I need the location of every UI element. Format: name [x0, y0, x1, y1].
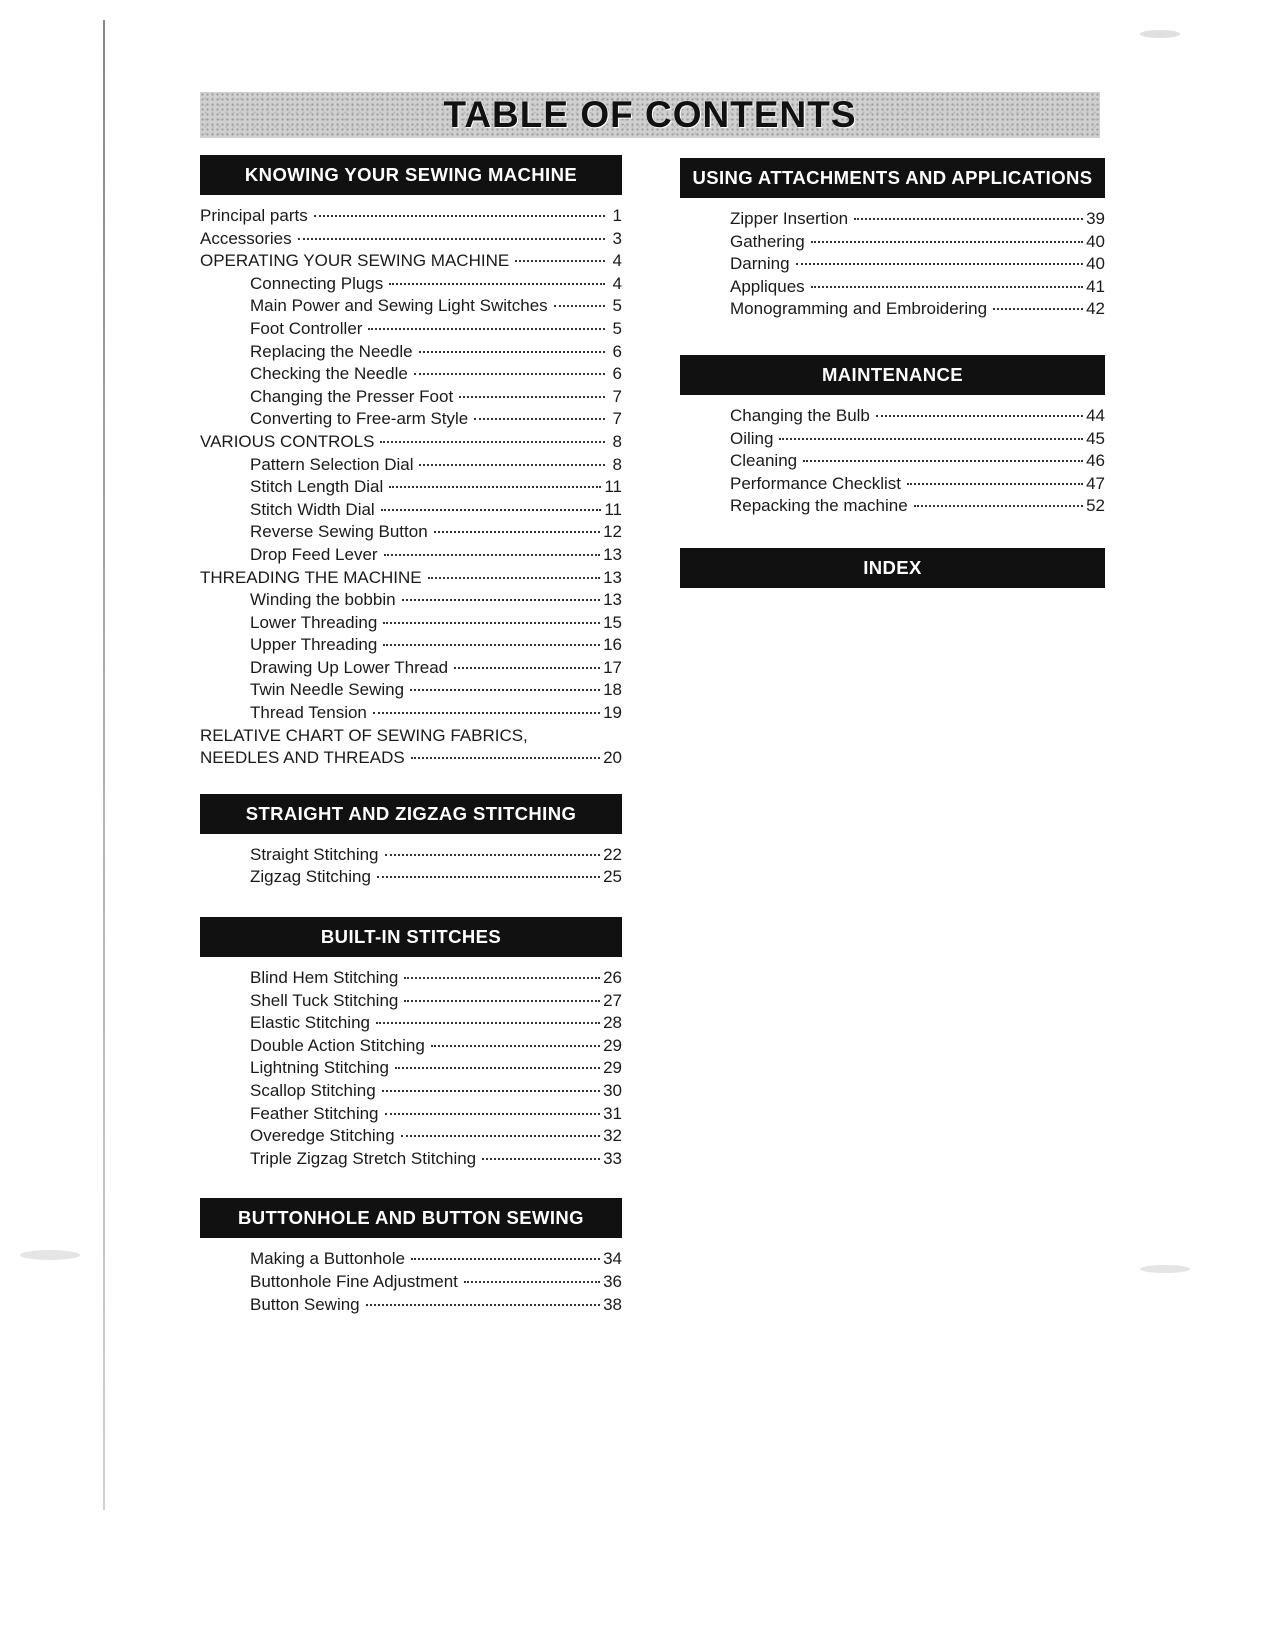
- leader-dots: [383, 644, 600, 646]
- leader-dots: [419, 351, 605, 353]
- toc-page: 26: [603, 968, 622, 988]
- toc-label: Accessories: [200, 228, 292, 248]
- toc-page: 6: [612, 364, 622, 384]
- toc-label: RELATIVE CHART OF SEWING FABRICS,: [200, 725, 528, 745]
- leader-dots: [411, 757, 600, 759]
- leader-dots: [811, 241, 1083, 243]
- toc-entry[interactable]: [200, 273, 622, 296]
- toc-page: 44: [1086, 405, 1105, 425]
- toc-entry[interactable]: [200, 250, 622, 273]
- toc-page: 29: [603, 1058, 622, 1078]
- toc-page: 34: [603, 1249, 622, 1269]
- entry-list: [200, 205, 622, 770]
- toc-label: Triple Zigzag Stretch Stitching: [250, 1148, 477, 1168]
- toc-page: 15: [603, 612, 622, 632]
- toc-label: THREADING THE MACHINE: [200, 567, 422, 587]
- leader-dots: [464, 1281, 600, 1283]
- toc-label: Overedge Stitching: [250, 1126, 395, 1146]
- toc-page: 11: [604, 477, 622, 497]
- toc-page: 11: [604, 499, 622, 519]
- leader-dots: [907, 483, 1083, 485]
- section-straight-zigzag: [200, 794, 622, 889]
- leader-dots: [382, 1090, 600, 1092]
- toc-label: Zipper Insertion: [730, 209, 849, 228]
- toc-page: 4: [612, 251, 622, 271]
- leader-dots: [314, 215, 605, 217]
- leader-dots: [914, 505, 1083, 507]
- toc-entry[interactable]: [200, 1080, 622, 1103]
- toc-page: 46: [1086, 451, 1105, 471]
- leader-dots: [401, 1135, 600, 1137]
- entry-list: [680, 208, 1105, 321]
- toc-page: 5: [612, 296, 622, 316]
- leader-dots: [515, 260, 605, 262]
- toc-label: Gathering: [730, 231, 805, 251]
- toc-entry[interactable]: [200, 702, 622, 725]
- toc-label: Monogramming and Embroidering: [730, 299, 988, 319]
- section-header: USING ATTACHMENTS AND APPLICATIONS: [680, 158, 1105, 198]
- leader-dots: [377, 876, 600, 878]
- title-band: [200, 92, 1100, 138]
- section-attachments: [680, 158, 1105, 321]
- section-index: [680, 548, 1105, 588]
- toc-page: 7: [612, 386, 622, 406]
- toc-entry[interactable]: [200, 589, 622, 612]
- section-header: STRAIGHT AND ZIGZAG STITCHING: [200, 794, 622, 834]
- toc-page: 40: [1086, 231, 1105, 251]
- toc-entry[interactable]: [200, 205, 622, 228]
- toc-label: Blind Hem Stitching: [250, 968, 399, 988]
- toc-entry[interactable]: [200, 408, 622, 431]
- toc-entry[interactable]: [200, 967, 622, 990]
- toc-label: Shell Tuck Stitching: [250, 990, 399, 1010]
- leader-dots: [366, 1304, 600, 1306]
- toc-entry[interactable]: [200, 844, 622, 867]
- toc-label: Making a Buttonhole: [250, 1249, 405, 1269]
- leader-dots: [428, 577, 600, 579]
- section-header: MAINTENANCE: [680, 355, 1105, 395]
- toc-entry[interactable]: [200, 363, 622, 386]
- toc-label: Reverse Sewing Button: [250, 522, 428, 542]
- leader-dots: [993, 308, 1083, 310]
- toc-entry[interactable]: [200, 1125, 622, 1148]
- toc-entry[interactable]: [200, 1057, 622, 1080]
- toc-entry[interactable]: [200, 725, 622, 748]
- toc-label: Double Action Stitching: [250, 1035, 425, 1055]
- toc-label: Twin Needle Sewing: [250, 680, 405, 700]
- toc-label: Button Sewing: [250, 1294, 360, 1314]
- toc-entry[interactable]: [680, 450, 1105, 473]
- toc-page: 6: [612, 341, 622, 361]
- toc-page: 40: [1086, 254, 1105, 274]
- toc-entry[interactable]: [680, 495, 1105, 518]
- leader-dots: [381, 509, 602, 511]
- toc-entry[interactable]: [200, 866, 622, 889]
- toc-page: 3: [612, 228, 622, 248]
- toc-label: Appliques: [730, 276, 805, 296]
- toc-label: Oiling: [730, 428, 774, 448]
- toc-page: 4: [612, 273, 622, 293]
- toc-label: Feather Stitching: [250, 1103, 379, 1123]
- toc-entry[interactable]: [200, 1103, 622, 1126]
- toc-page: 13: [603, 544, 622, 564]
- toc-entry[interactable]: [200, 499, 622, 522]
- toc-page: 18: [603, 680, 622, 700]
- section-header: KNOWING YOUR SEWING MACHINE: [200, 155, 622, 195]
- toc-entry[interactable]: [200, 1148, 622, 1171]
- leader-dots: [419, 464, 605, 466]
- toc-label: Thread Tension: [250, 703, 367, 723]
- toc-page: 38: [603, 1294, 622, 1314]
- toc-label: Stitch Width Dial: [250, 499, 375, 519]
- toc-entry[interactable]: [200, 1294, 622, 1317]
- section-maintenance: [680, 355, 1105, 518]
- leader-dots: [298, 238, 605, 240]
- toc-page: 8: [612, 431, 622, 451]
- entry-list: [200, 967, 622, 1170]
- toc-label: Pattern Selection Dial: [250, 454, 414, 474]
- toc-page: 22: [603, 844, 622, 864]
- leader-dots: [454, 667, 600, 669]
- entry-list: [200, 1248, 622, 1316]
- toc-entry[interactable]: [200, 295, 622, 318]
- leader-dots: [384, 554, 601, 556]
- toc-page: 8: [612, 454, 622, 474]
- toc-page: 32: [603, 1126, 622, 1146]
- scan-noise: [20, 1250, 80, 1260]
- toc-entry[interactable]: [200, 521, 622, 544]
- toc-entry[interactable]: [200, 1012, 622, 1035]
- toc-page: 19: [603, 703, 622, 723]
- leader-dots: [803, 460, 1083, 462]
- section-header: BUILT-IN STITCHES: [200, 917, 622, 957]
- leader-dots: [389, 486, 601, 488]
- toc-entry[interactable]: [680, 253, 1105, 276]
- toc-entry[interactable]: [200, 476, 622, 499]
- leader-dots: [779, 438, 1083, 440]
- toc-page: 1: [612, 206, 622, 225]
- leader-dots: [410, 689, 600, 691]
- scan-noise: [1140, 1265, 1190, 1273]
- toc-entry[interactable]: [680, 473, 1105, 496]
- toc-entry[interactable]: [680, 405, 1105, 428]
- leader-dots: [376, 1022, 600, 1024]
- leader-dots: [411, 1258, 600, 1260]
- toc-entry[interactable]: [200, 228, 622, 251]
- section-built-in-stitches: [200, 917, 622, 1170]
- toc-label: Buttonhole Fine Adjustment: [250, 1271, 458, 1291]
- toc-entry[interactable]: [200, 544, 622, 567]
- toc-page: 31: [603, 1103, 622, 1123]
- toc-page: 7: [612, 409, 622, 429]
- toc-label: Foot Controller: [250, 318, 363, 338]
- toc-page: 13: [603, 567, 622, 587]
- toc-entry[interactable]: [200, 1035, 622, 1058]
- toc-page: 17: [603, 657, 622, 677]
- toc-label: OPERATING YOUR SEWING MACHINE: [200, 251, 510, 271]
- entry-list: [680, 405, 1105, 518]
- leader-dots: [431, 1045, 600, 1047]
- toc-page: 36: [603, 1271, 622, 1291]
- toc-label: Straight Stitching: [250, 844, 379, 864]
- scan-noise: [1140, 30, 1180, 38]
- entry-list: [200, 844, 622, 889]
- left-column: [200, 155, 622, 1338]
- toc-entry[interactable]: [680, 276, 1105, 299]
- toc-page: 41: [1086, 276, 1105, 296]
- toc-label: Winding the bobbin: [250, 590, 396, 610]
- toc-label: Drop Feed Lever: [250, 544, 378, 564]
- section-buttonhole: [200, 1198, 622, 1316]
- leader-dots: [482, 1158, 600, 1160]
- leader-dots: [368, 328, 605, 330]
- toc-label: NEEDLES AND THREADS: [200, 748, 405, 768]
- leader-dots: [434, 531, 600, 533]
- leader-dots: [402, 599, 601, 601]
- toc-page: 16: [603, 635, 622, 655]
- leader-dots: [876, 415, 1083, 417]
- toc-label: Elastic Stitching: [250, 1013, 370, 1033]
- leader-dots: [811, 286, 1083, 288]
- toc-entry[interactable]: [200, 341, 622, 364]
- leader-dots: [383, 622, 600, 624]
- binding-edge-line: [103, 20, 105, 1510]
- toc-page: 12: [603, 522, 622, 542]
- toc-page: 28: [603, 1013, 622, 1033]
- toc-label: Scallop Stitching: [250, 1081, 376, 1100]
- toc-label: Lower Threading: [250, 612, 378, 632]
- leader-dots: [404, 977, 600, 979]
- leader-dots: [380, 441, 605, 443]
- toc-entry[interactable]: [200, 634, 622, 657]
- toc-label: Upper Threading: [250, 635, 378, 655]
- toc-page: 5: [612, 318, 622, 338]
- toc-entry[interactable]: [200, 1271, 622, 1294]
- toc-label: Converting to Free-arm Style: [250, 409, 469, 429]
- toc-entry[interactable]: [200, 747, 622, 770]
- toc-page: 29: [603, 1035, 622, 1055]
- toc-label: Changing the Presser Foot: [250, 386, 454, 406]
- toc-entry[interactable]: [200, 612, 622, 635]
- page-title: TABLE OF CONTENTS: [443, 94, 857, 135]
- toc-page: 33: [603, 1148, 622, 1168]
- toc-label: Repacking the machine: [730, 496, 908, 516]
- toc-label: Checking the Needle: [250, 364, 408, 384]
- toc-label: Darning: [730, 254, 790, 274]
- section-header: BUTTONHOLE AND BUTTON SEWING: [200, 1198, 622, 1238]
- toc-label: Changing the Bulb: [730, 405, 870, 425]
- toc-page: 42: [1086, 299, 1105, 319]
- section-header: INDEX: [680, 548, 1105, 588]
- toc-entry[interactable]: [200, 657, 622, 680]
- toc-label: VARIOUS CONTROLS: [200, 431, 375, 451]
- toc-entry[interactable]: [200, 567, 622, 590]
- toc-entry[interactable]: [200, 386, 622, 409]
- leader-dots: [385, 1113, 601, 1115]
- leader-dots: [385, 854, 601, 856]
- toc-entry[interactable]: [680, 298, 1105, 321]
- toc-page: 45: [1086, 428, 1105, 448]
- toc-entry[interactable]: [200, 431, 622, 454]
- toc-page: 39: [1086, 209, 1105, 228]
- toc-page: 47: [1086, 473, 1105, 493]
- toc-label: Stitch Length Dial: [250, 477, 384, 497]
- leader-dots: [796, 263, 1084, 265]
- leader-dots: [554, 305, 605, 307]
- right-column: [680, 158, 1105, 610]
- toc-page: 25: [603, 867, 622, 887]
- toc-label: Replacing the Needle: [250, 341, 413, 361]
- toc-label: Main Power and Sewing Light Switches: [250, 296, 548, 316]
- toc-entry[interactable]: [200, 454, 622, 477]
- leader-dots: [459, 396, 605, 398]
- leader-dots: [414, 373, 605, 375]
- toc-entry[interactable]: [200, 990, 622, 1013]
- toc-label: Zigzag Stitching: [250, 867, 371, 887]
- toc-label: Connecting Plugs: [250, 273, 384, 293]
- toc-entry[interactable]: [680, 428, 1105, 451]
- leader-dots: [474, 418, 605, 420]
- toc-entry[interactable]: [200, 1248, 622, 1271]
- leader-dots: [404, 1000, 600, 1002]
- leader-dots: [389, 283, 605, 285]
- toc-page: 30: [603, 1081, 622, 1100]
- toc-label: Principal parts: [200, 206, 308, 225]
- leader-dots: [373, 712, 600, 714]
- leader-dots: [395, 1067, 600, 1069]
- toc-label: Cleaning: [730, 451, 798, 471]
- toc-label: Lightning Stitching: [250, 1058, 389, 1078]
- toc-entry[interactable]: [200, 679, 622, 702]
- leader-dots: [854, 218, 1083, 220]
- toc-page: 20: [603, 748, 622, 768]
- toc-label: Drawing Up Lower Thread: [250, 657, 449, 677]
- section-knowing: [200, 155, 622, 770]
- toc-page: 13: [603, 590, 622, 610]
- toc-entry[interactable]: [680, 231, 1105, 254]
- toc-entry[interactable]: [200, 318, 622, 341]
- toc-page: 27: [603, 990, 622, 1010]
- toc-page: 52: [1086, 496, 1105, 516]
- toc-label: Performance Checklist: [730, 473, 902, 493]
- toc-entry[interactable]: [680, 208, 1105, 231]
